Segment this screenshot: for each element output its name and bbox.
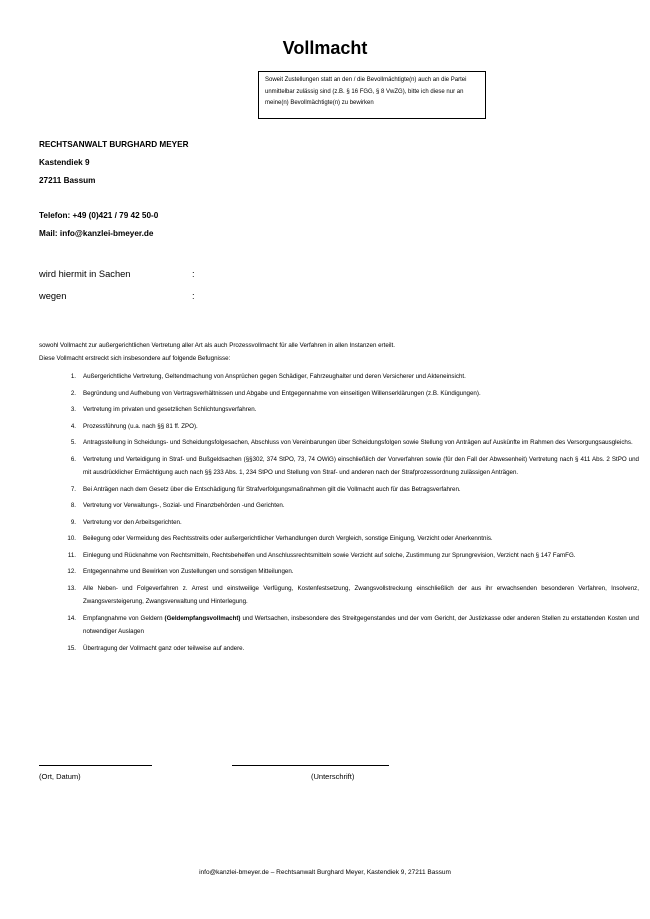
list-item	[39, 565, 639, 579]
list-item-number: 11.	[67, 551, 76, 559]
list-item	[39, 370, 639, 384]
list-item-number: 4.	[70, 422, 76, 430]
notice-line: unmittelbar zulässig sind (z.B. § 16 FGG, § 8 VwZG), bitte ich diese nur an	[265, 88, 464, 95]
list-item-text: Entgegennahme und Bewirken von Zustellungen und sonstigen Mitteilungen.	[83, 568, 294, 575]
list-item-number: 2.	[70, 389, 76, 397]
firm-phone: Telefon: +49 (0)421 / 79 42 50-0	[39, 211, 159, 220]
list-item	[39, 516, 639, 530]
list-item	[39, 483, 639, 497]
list-item	[39, 436, 639, 450]
list-item-number: 12.	[67, 568, 76, 575]
list-item-number: 5.	[70, 439, 76, 446]
firm-name: RECHTSANWALT BURGHARD MEYER	[39, 140, 189, 149]
list-item-text: Antragsstellung in Scheidungs- und Scheidungsfolgesachen, Abschluss von Vereinbarungen über Scheidungsfolgen sowie Stellung von Anträgen auf Auskünfte im Rahmen des Versorgungsausgleichs.	[83, 439, 633, 446]
page-footer: info@kanzlei-bmeyer.de – Rechtsanwalt Burghard Meyer, Kastendiek 9, 27211 Bassum	[199, 869, 451, 876]
place-date-line	[39, 765, 152, 766]
list-item	[39, 403, 639, 417]
list-item-text: Beilegung oder Vermeidung des Rechtsstreits oder außergerichtlicher Verhandlungen durch Vergleich, sonstige Einigung, Verzicht oder Anerkenntnis.	[83, 535, 493, 542]
list-item	[39, 582, 639, 609]
list-item-number: 6.	[70, 455, 76, 463]
list-item-number: 9.	[70, 518, 76, 526]
list-item-number: 8.	[70, 502, 76, 509]
list-item	[39, 499, 639, 513]
list-item-number: 7.	[70, 485, 76, 493]
list-item	[39, 642, 639, 656]
list-item-number: 3.	[70, 406, 76, 413]
signature-label: (Unterschrift)	[311, 772, 355, 781]
firm-street: Kastendiek 9	[39, 158, 90, 167]
list-item-text: Bei Anträgen nach dem Gesetz über die Entschädigung für Strafverfolgungsmaßnahmen gilt die Vollmacht auch für das Betragsverfahren.	[83, 485, 461, 493]
list-item-text: Empfangnahme von Geldern	[83, 614, 165, 622]
delivery-notice-box	[258, 71, 486, 119]
notice-line: meine(n) Bevollmächtigte(n) zu bewirken	[265, 100, 374, 106]
list-item-text: Vertretung vor den Arbeitsgerichten.	[83, 518, 182, 526]
list-item-number: 15.	[67, 644, 76, 652]
intro-subtext: Diese Vollmacht erstreckt sich insbesondere auf folgende Befugnisse:	[39, 355, 231, 362]
list-item	[39, 612, 639, 639]
list-item-text: Alle Neben- und Folgeverfahren z. Arrest und einstweilige Verfügung, Kostenfestsetzung, Zwangsvollstreckung einschließlich der aus ihr erwachsenden besonderen Verfahren, Insolvenz, Zwangsversteigerung, Zwangsverwaltung und Hinterlegung.	[83, 584, 639, 605]
list-item-text: Vertretung im privaten und gesetzlichen Schlichtungsverfahren.	[83, 406, 257, 413]
firm-mail: Mail: info@kanzlei-bmeyer.de	[39, 229, 154, 238]
signature-line	[232, 765, 389, 766]
list-item-text: Begründung und Aufhebung von Vertragsverhältnissen und Abgabe und Entgegennahme von einseitigen Willenserklärungen (z.B. Kündigungen).	[83, 389, 481, 397]
list-item	[39, 453, 639, 480]
sachen-label: wird hiermit in Sachen	[39, 269, 131, 279]
list-item-number: 10.	[67, 535, 76, 542]
notice-line: Soweit Zustellungen statt an den / die Bevollmächtigte(n) auch an die Partei	[265, 77, 467, 83]
list-item-text: Außergerichtliche Vertretung, Geltendmachung von Ansprüchen gegen Schädiger, Fahrzeughalter und deren Versicherer und Akteneinsicht.	[83, 373, 466, 380]
wegen-colon: :	[192, 291, 195, 301]
firm-city: 27211 Bassum	[39, 176, 96, 185]
list-item-number: 1.	[70, 373, 76, 380]
list-item	[39, 387, 639, 401]
list-item-bold-text: (Geldempfangsvollmacht)	[164, 614, 241, 622]
list-item-text: Vertretung und Verteidigung in Straf- und Bußgeldsachen (§§302, 374 StPO, 73, 74 OWiG) einschließlich der Vorverfahren sowie (für den Fall der Abwesenheit) Vertretung nach § 411 Abs. 2 StPO und mit ausdrücklicher Ermächtigung auch nach §§ 233 Abs. 1, 234 StPO und Stellung von Straf- und anderen nach der Strafprozessordnung zulässigen Anträgen.	[83, 455, 639, 476]
list-item	[39, 420, 639, 434]
sachen-colon: :	[192, 269, 195, 279]
place-date-label: (Ort, Datum)	[39, 772, 81, 781]
list-item	[39, 532, 639, 546]
list-item	[39, 549, 639, 563]
list-item-text: Einlegung und Rücknahme von Rechtsmitteln, Rechtsbehelfen und Anschlussrechtsmitteln sowie Verzicht auf solche, Zustimmung zur Sprungrevision, Verzicht nach § 147 FamFG.	[83, 551, 576, 559]
list-item-text: und Wertsachen, insbesondere des Streitgegenstandes und der vom Gericht, der Justizkasse oder anderen Stellen zu erstattenden Kosten und notwendiger Auslagen	[83, 614, 639, 635]
powers-list	[39, 370, 639, 658]
list-item-number: 14.	[67, 614, 76, 622]
list-item-text: Vertretung vor Verwaltungs-, Sozial- und Finanzbehörden -und Gerichten.	[83, 502, 285, 509]
intro-text: sowohl Vollmacht zur außergerichtlichen Vertretung aller Art als auch Prozessvollmacht für alle Verfahren in allen Instanzen erteilt.	[39, 342, 395, 349]
list-item-text: Übertragung der Vollmacht ganz oder teilweise auf andere.	[83, 644, 245, 652]
list-item-text: Prozessführung (u.a. nach §§ 81 ff. ZPO).	[83, 422, 198, 430]
wegen-label: wegen	[39, 291, 67, 301]
list-item-number: 13.	[67, 584, 76, 592]
page-title: Vollmacht	[282, 38, 368, 58]
